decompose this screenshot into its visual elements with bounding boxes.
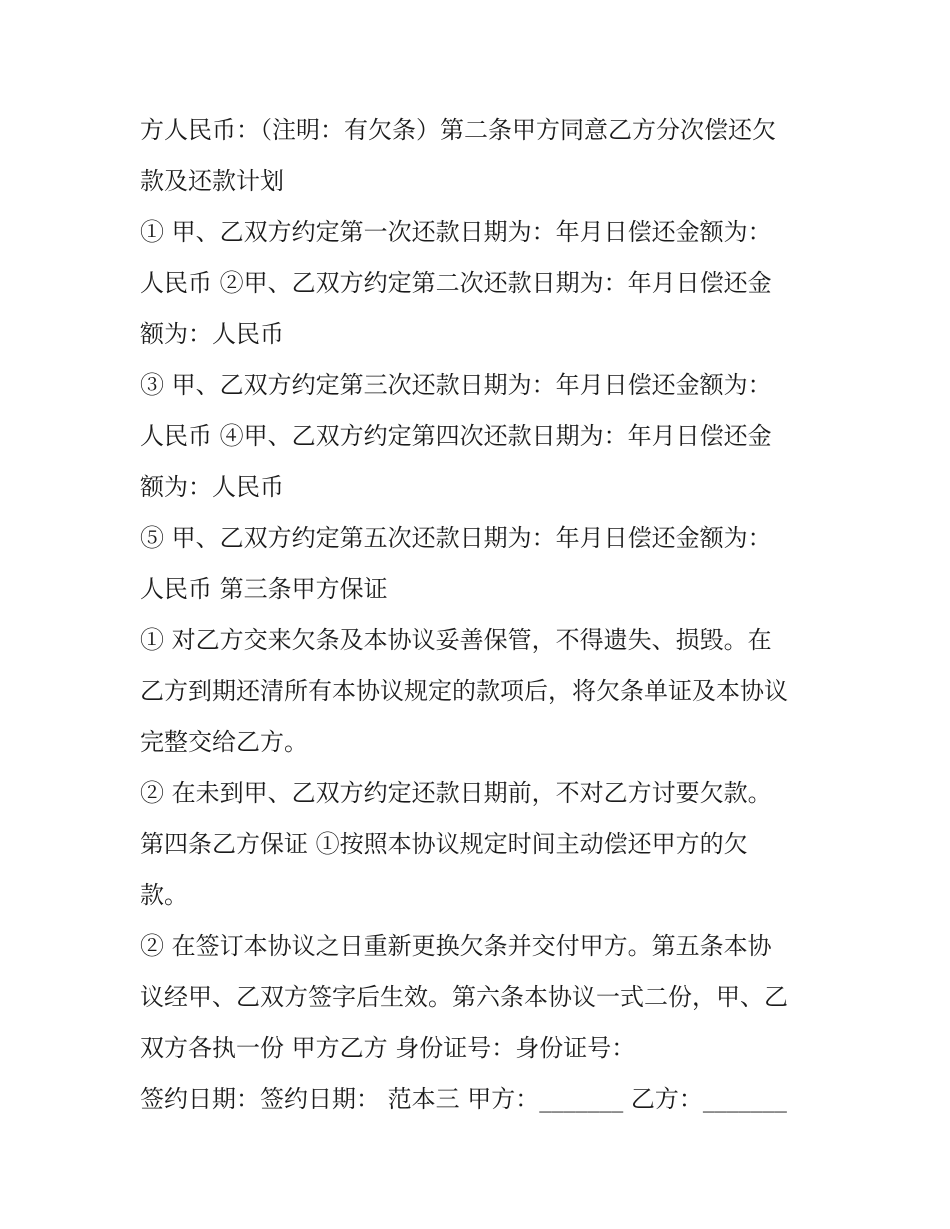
text-line: 款及还款计划 xyxy=(140,167,284,195)
text-line: 人民币 ②甲、乙双方约定第二次还款日期为：年月日偿还金 xyxy=(140,269,772,297)
text-line: ⑤ 甲、乙双方约定第五次还款日期为：年月日偿还金额为： xyxy=(140,524,772,552)
text-line: ① 甲、乙双方约定第一次还款日期为：年月日偿还金额为： xyxy=(140,218,772,246)
text-line: ① 对乙方交来欠条及本协议妥善保管，不得遗失、损毁。在 xyxy=(140,626,772,654)
text-line: ② 在签订本协议之日重新更换欠条并交付甲方。第五条本协 xyxy=(140,932,772,960)
text-line: 款。 xyxy=(140,881,188,909)
text-line: 第四条乙方保证 ①按照本协议规定时间主动偿还甲方的欠 xyxy=(140,830,748,858)
text-line: 额为：人民币 xyxy=(140,473,284,501)
text-line: 人民币 第三条甲方保证 xyxy=(140,575,388,603)
text-line: 议经甲、乙双方签字后生效。第六条本协议一式二份，甲、乙 xyxy=(140,983,788,1011)
text-line: ② 在未到甲、乙双方约定还款日期前，不对乙方讨要欠款。 xyxy=(140,779,772,807)
text-line: 额为：人民币 xyxy=(140,320,284,348)
document-body xyxy=(140,105,830,1125)
text-line: 乙方到期还清所有本协议规定的款项后，将欠条单证及本协议 xyxy=(140,677,788,705)
text-line: 人民币 ④甲、乙双方约定第四次还款日期为：年月日偿还金 xyxy=(140,422,772,450)
text-line: 签约日期：签约日期： 范本三 甲方：_______ 乙方：_______ xyxy=(140,1085,787,1113)
text-line: ③ 甲、乙双方约定第三次还款日期为：年月日偿还金额为： xyxy=(140,371,772,399)
text-line: 双方各执一份 甲方乙方 身份证号：身份证号： xyxy=(140,1034,636,1062)
text-line: 完整交给乙方。 xyxy=(140,728,308,756)
text-line: 方人民币：（注明：有欠条）第二条甲方同意乙方分次偿还欠 xyxy=(140,116,776,144)
